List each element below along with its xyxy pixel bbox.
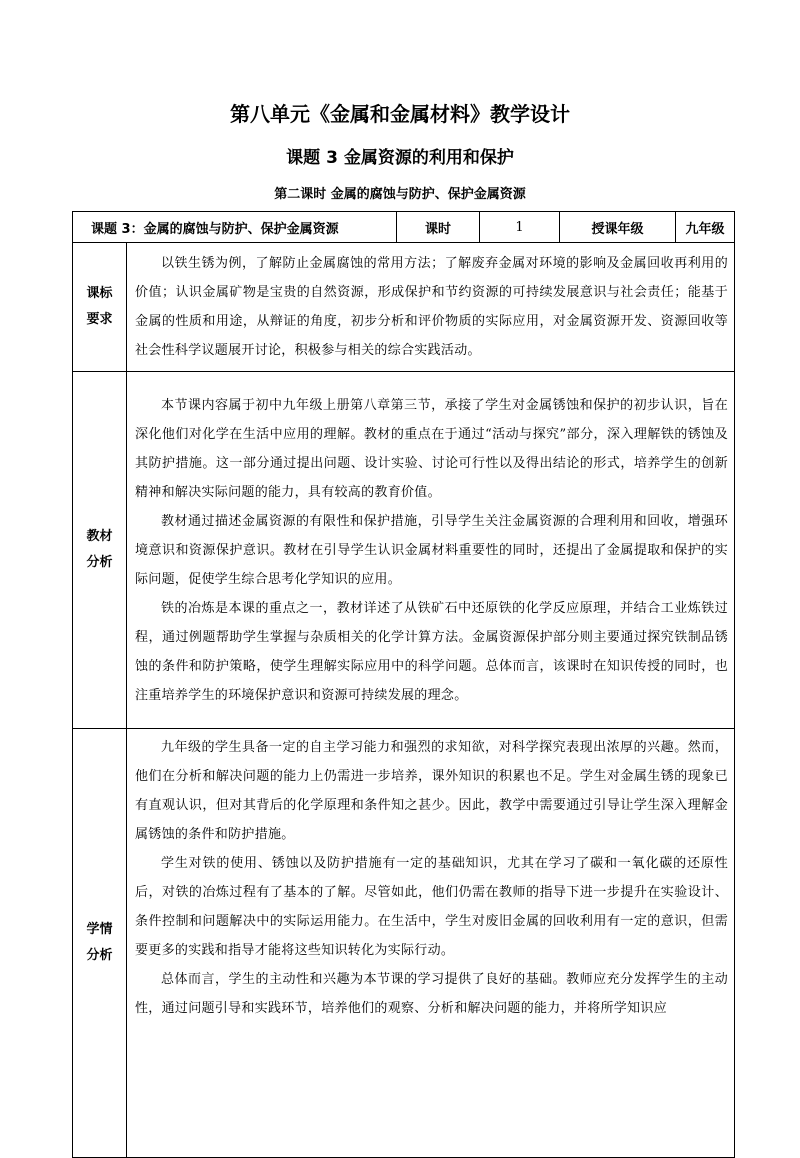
paragraph: 铁的冶炼是本课的重点之一，教材详述了从铁矿石中还原铁的化学反应原理，并结合工业炼铁过程，通过例题帮助学生掌握与杂质相关的化学计算方法。金属资源保护部分则主要通过探究铁制品锈蚀的条件和防护策略，使学生理解实际应用中的科学问题。总体而言，该课时在知识传授的同时，也注重培养学生的环境保护意识和资源可持续发展的理念。	[135, 600, 729, 703]
row-content-students	[127, 729, 735, 1158]
paragraph: 教材通过描述金属资源的有限性和保护措施，引导学生关注金属资源的合理利用和回收，增强环境意识和资源保护意识。教材在引导学生认识金属材料重要性的同时，还提出了金属提取和保护的实际问题，促使学生综合思考化学知识的应用。	[135, 513, 729, 587]
grade-value-cell: 九年级	[676, 212, 735, 243]
row-label-line: 分析	[86, 948, 113, 963]
table-header-row	[73, 212, 735, 243]
row-label-line: 分析	[86, 555, 113, 570]
row-content-curriculum	[127, 243, 735, 372]
unit-title: 第八单元《金属和金属材料》教学设计	[230, 102, 570, 126]
table-row	[73, 372, 735, 729]
topic-cell: 课题 3：金属的腐蚀与防护、保护金属资源	[73, 212, 397, 243]
lesson-plan-table	[72, 211, 735, 1158]
row-content-textbook	[127, 372, 735, 729]
paragraph: 九年级的学生具备一定的自主学习能力和强烈的求知欲，对科学探究表现出浓厚的兴趣。然而，他们在分析和解决问题的能力上仍需进一步培养，课外知识的积累也不足。学生对金属生锈的现象已有直观认识，但对其背后的化学原理和条件知之甚少。因此，教学中需要通过引导让学生深入理解金属锈蚀的条件和防护措施。	[135, 740, 729, 842]
hours-label-cell: 课时	[397, 212, 480, 243]
table-row	[73, 729, 735, 1158]
row-label-line: 要求	[86, 312, 113, 327]
row-label-line: 教材	[86, 529, 113, 544]
paragraph: 学生对铁的使用、锈蚀以及防护措施有一定的基础知识，尤其在学习了碳和一氧化碳的还原性后，对铁的冶炼过程有了基本的了解。尽管如此，他们仍需在教师的指导下进一步提升在实验设计、条件控制和问题解决中的实际运用能力。在生活中，学生对废旧金属的回收利用有一定的意识，但需要更多的实践和指导才能将这些知识转化为实际行动。	[135, 856, 729, 958]
paragraph: 总体而言，学生的主动性和兴趣为本节课的学习提供了良好的基础。教师应充分发挥学生的主动性，通过问题引导和实践环节，培养他们的观察、分析和解决问题的能力，并将所学知识应	[135, 972, 729, 1016]
paragraph: 以铁生锈为例，了解防止金属腐蚀的常用方法；了解废弃金属对环境的影响及金属回收再利用的价值；认识金属矿物是宝贵的自然资源，形成保护和节约资源的可持续发展意识与社会责任；能基于金属的性质和用途，从辩证的角度，初步分析和评价物质的实际应用，对金属资源开发、资源回收等社会性科学议题展开讨论，积极参与相关的综合实践活动。	[135, 256, 729, 358]
row-label-curriculum	[73, 243, 127, 372]
lesson-title: 课题 3 金属资源的利用和保护	[286, 148, 514, 168]
row-label-textbook	[73, 372, 127, 729]
hours-value-cell: 1	[480, 212, 560, 243]
grade-label-cell: 授课年级	[560, 212, 676, 243]
row-label-line: 学情	[86, 922, 113, 937]
period-title: 第二课时 金属的腐蚀与防护、保护金属资源	[274, 187, 526, 202]
table-row	[73, 243, 735, 372]
paragraph: 本节课内容属于初中九年级上册第八章第三节，承接了学生对金属锈蚀和保护的初步认识，旨在深化他们对化学在生活中应用的理解。教材的重点在于通过“活动与探究”部分，深入理解铁的锈蚀及其防护措施。这一部分通过提出问题、设计实验、讨论可行性以及得出结论的形式，培养学生的创新精神和解决实际问题的能力，具有较高的教育价值。	[135, 397, 729, 500]
row-label-line: 课标	[86, 286, 113, 301]
row-label-students	[73, 729, 127, 1158]
